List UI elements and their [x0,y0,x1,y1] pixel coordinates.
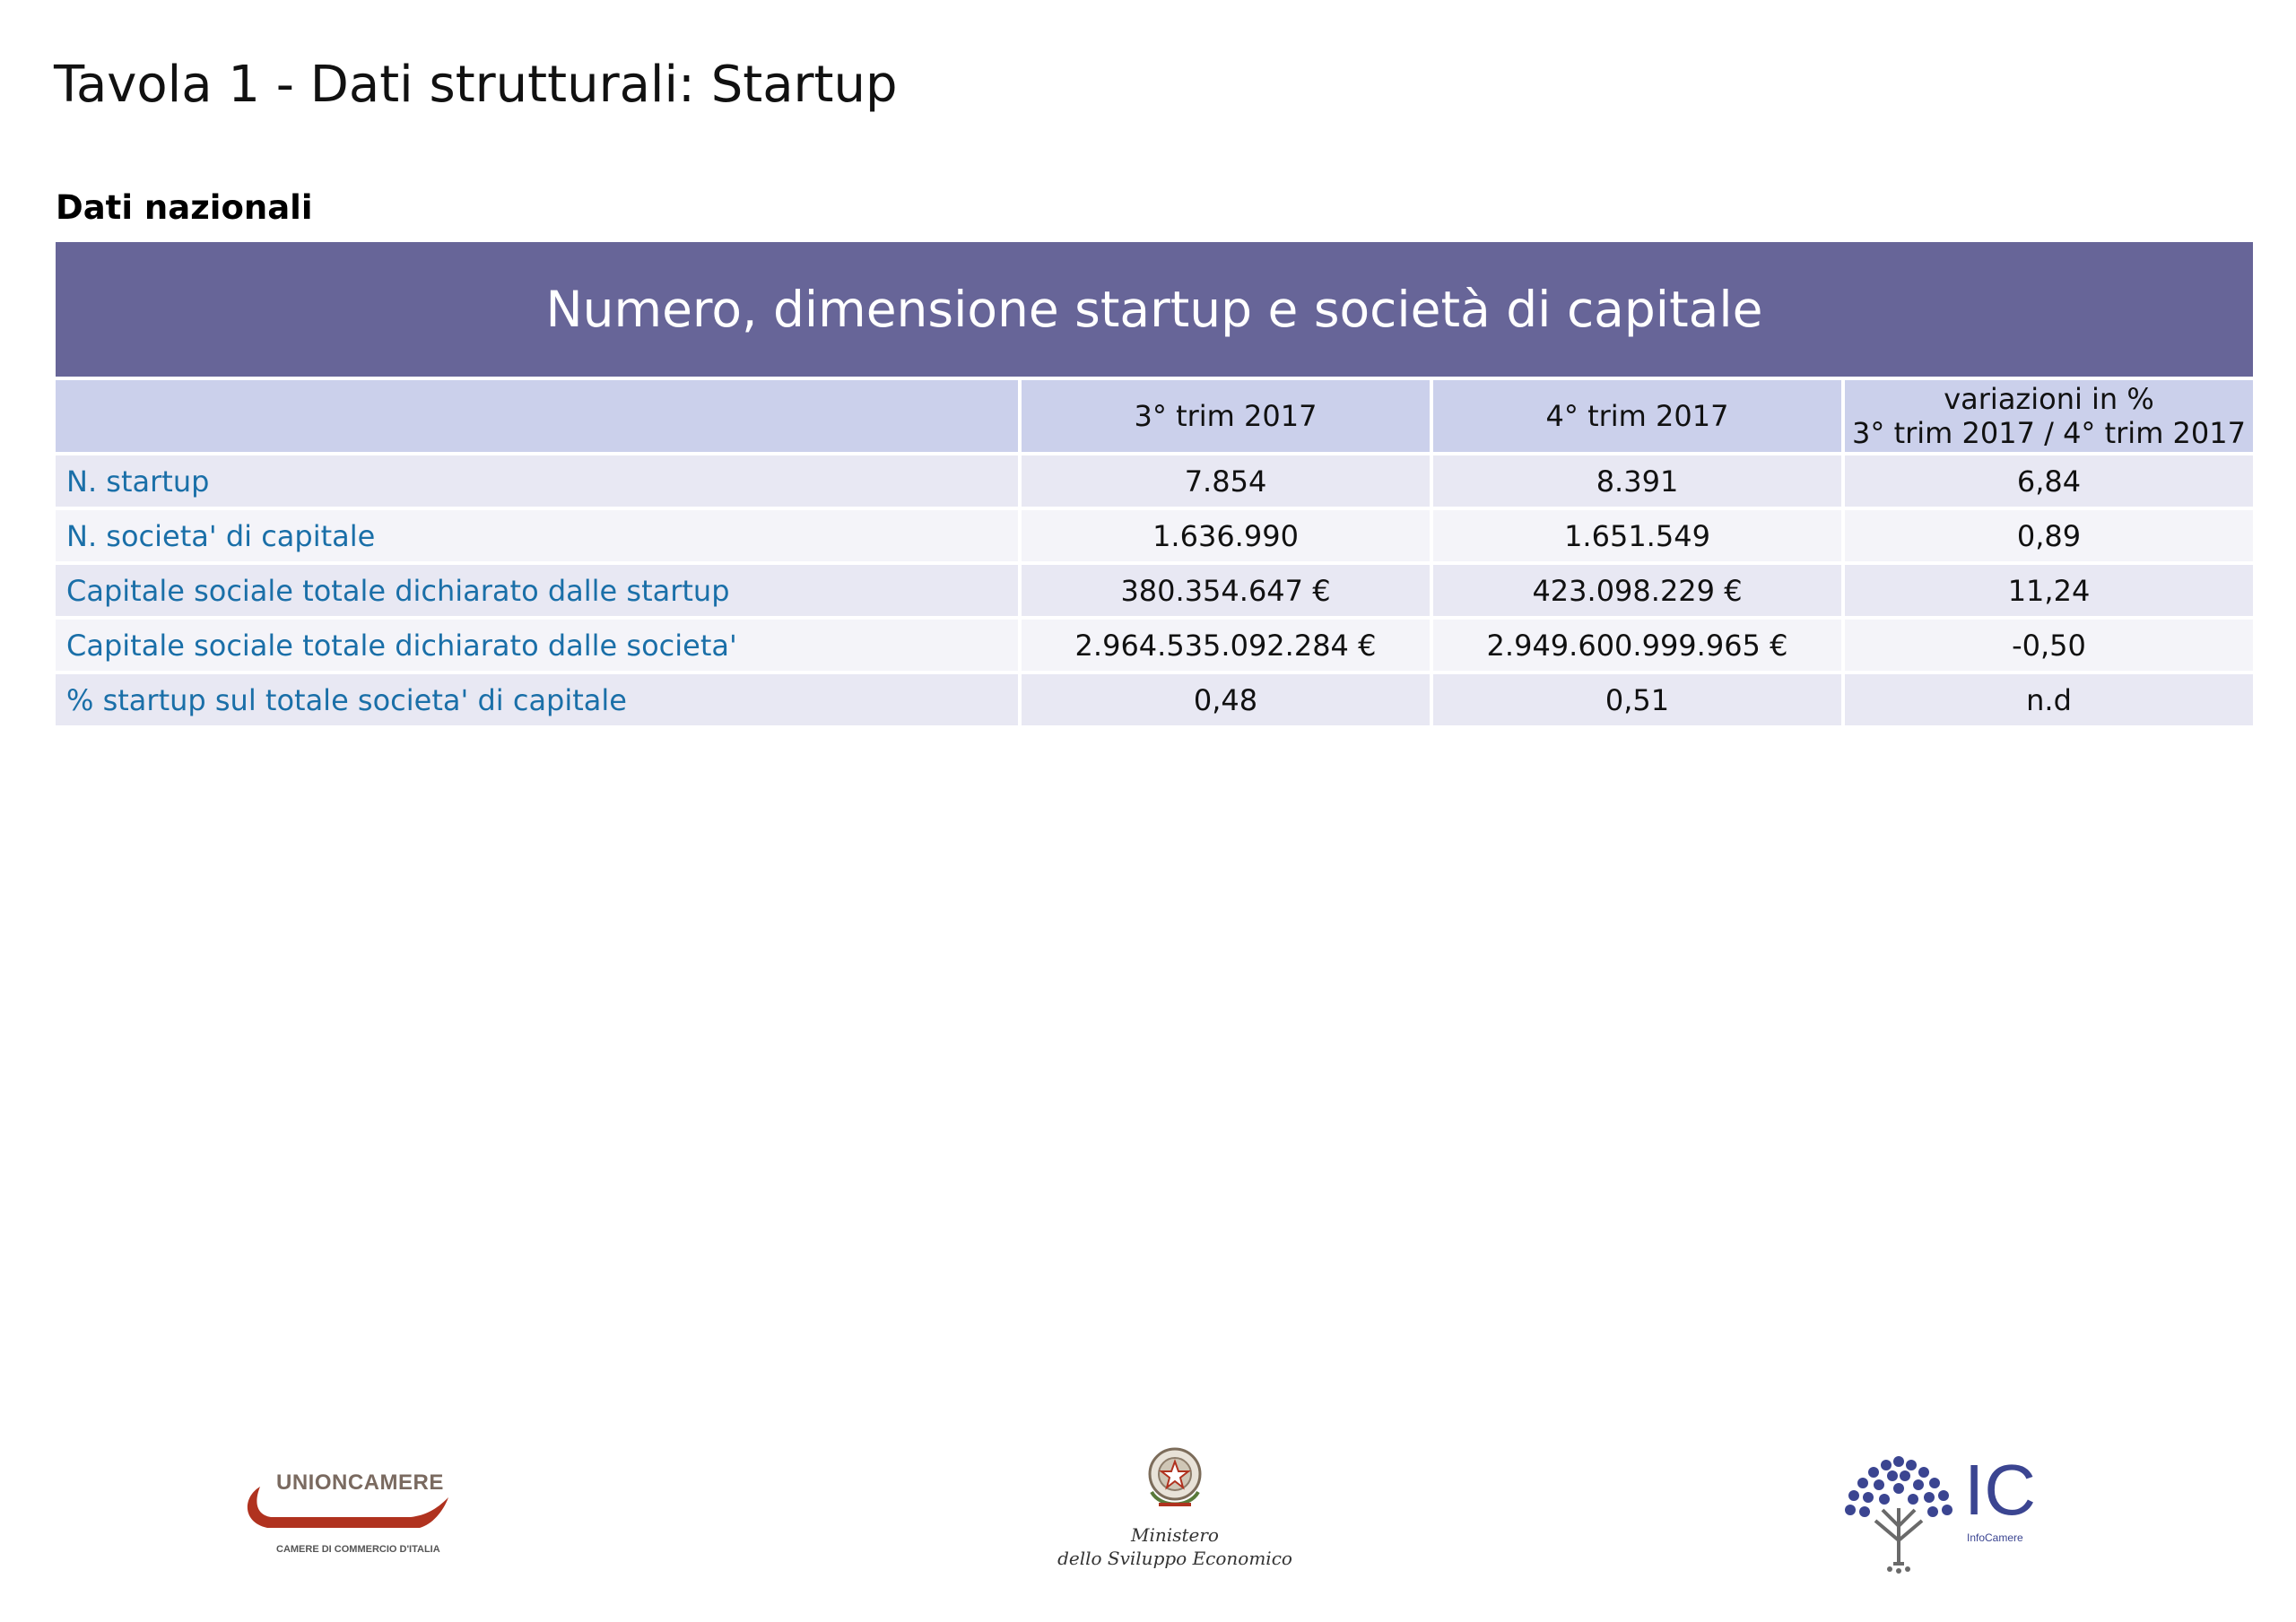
row-q4-value: 0,51 [1433,674,1841,725]
infocamere-name: InfoCamere [1967,1531,2023,1544]
row-q3-value: 2.964.535.092.284 € [1022,620,1430,671]
row-variation-value: 11,24 [1845,565,2253,616]
header-variation [1845,380,2253,452]
row-q3-value: 1.636.990 [1022,510,1430,561]
infocamere-tree-icon [1843,1454,1955,1575]
row-variation-value: 6,84 [1845,455,2253,507]
table-row [56,510,2253,561]
table-row [56,565,2253,616]
header-variation-line1: variazioni in % [1944,382,2154,416]
italian-emblem-icon [1139,1442,1211,1519]
header-q4-2017: 4° trim 2017 [1433,380,1841,452]
unioncamere-name: UNIONCAMERE [276,1470,444,1495]
row-variation-value: n.d [1845,674,2253,725]
data-table-container [56,242,2253,729]
table-row [56,620,2253,671]
row-label: N. startup [56,455,1018,507]
row-label: % startup sul totale societa' di capitale [56,674,1018,725]
infocamere-mark: IC [1964,1450,2036,1530]
row-q3-value: 380.354.647 € [1022,565,1430,616]
page-title: Tavola 1 - Dati strutturali: Startup [54,56,898,114]
unioncamere-subtitle: CAMERE DI COMMERCIO D'ITALIA [276,1544,440,1555]
table-banner: Numero, dimensione startup e società di capitale [56,242,2253,377]
header-q3-2017: 3° trim 2017 [1022,380,1430,452]
section-title: Dati nazionali [56,188,313,227]
mise-line2: dello Sviluppo Economico [1057,1548,1292,1569]
row-variation-value: 0,89 [1845,510,2253,561]
mise-logo [1054,1442,1296,1576]
row-q4-value: 8.391 [1433,455,1841,507]
header-label-cell [56,380,1018,452]
table-header-row [56,380,2253,452]
data-table [52,377,2257,729]
row-q4-value: 423.098.229 € [1433,565,1841,616]
row-q4-value: 1.651.549 [1433,510,1841,561]
row-label: N. societa' di capitale [56,510,1018,561]
infocamere-logo [1843,1450,2058,1575]
row-variation-value: -0,50 [1845,620,2253,671]
row-label: Capitale sociale totale dichiarato dalle startup [56,565,1018,616]
table-row [56,674,2253,725]
header-variation-line2: 3° trim 2017 / 4° trim 2017 [1852,416,2246,450]
unioncamere-logo [240,1470,456,1560]
row-q4-value: 2.949.600.999.965 € [1433,620,1841,671]
row-q3-value: 0,48 [1022,674,1430,725]
mise-line1: Ministero [1131,1524,1219,1546]
footer-logos [0,1435,2296,1596]
row-q3-value: 7.854 [1022,455,1430,507]
table-row [56,455,2253,507]
row-label: Capitale sociale totale dichiarato dalle societa' [56,620,1018,671]
